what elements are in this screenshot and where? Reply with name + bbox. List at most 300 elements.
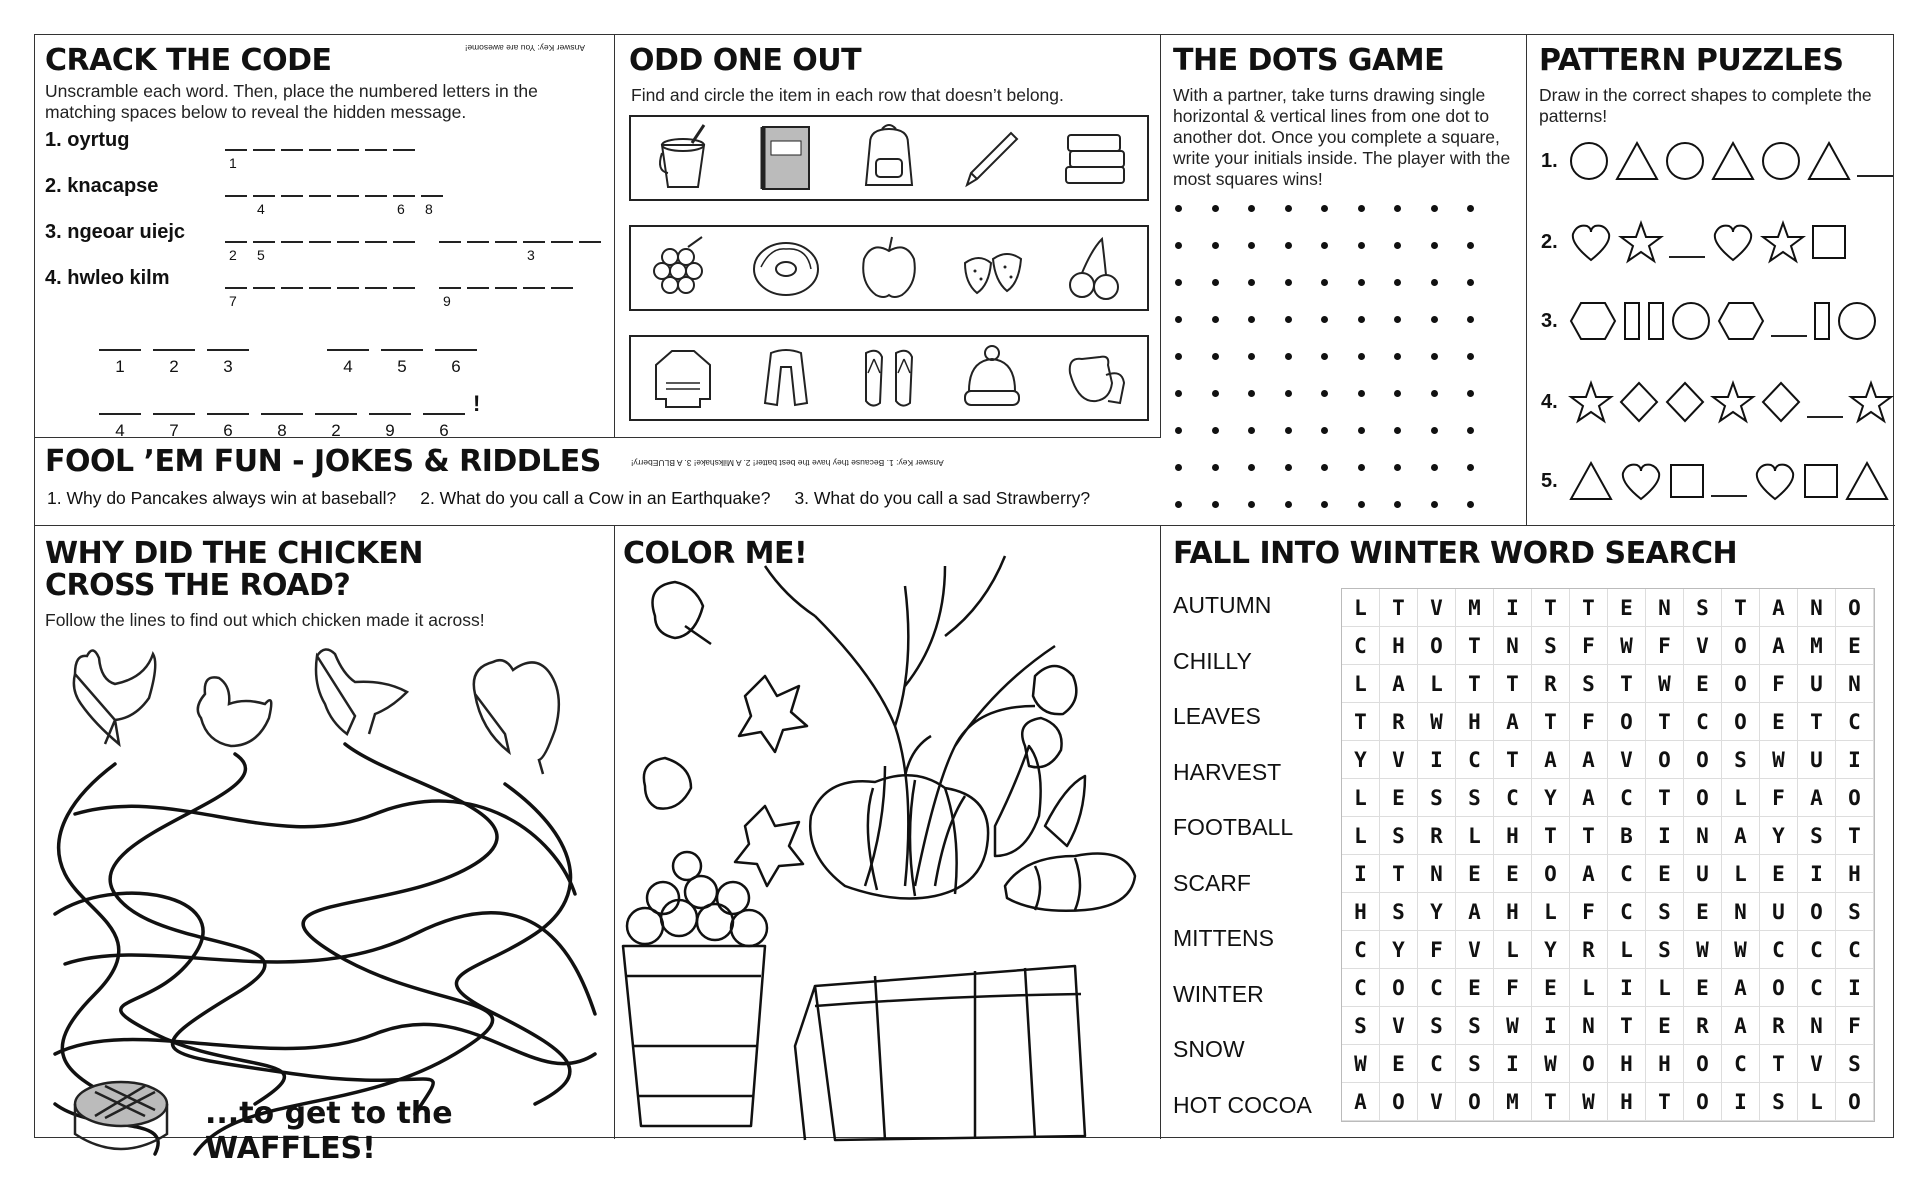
grid-letter[interactable]: I [1836, 741, 1874, 779]
grid-letter[interactable]: C [1342, 627, 1380, 665]
grid-letter[interactable]: I [1798, 855, 1836, 893]
grid-letter[interactable]: O [1684, 1045, 1722, 1083]
letter-blank[interactable] [253, 131, 275, 151]
scarf-icon[interactable] [748, 343, 824, 413]
grid-letter[interactable]: V [1380, 741, 1418, 779]
grid-letter[interactable]: Y [1342, 741, 1380, 779]
grid-letter[interactable]: O [1608, 703, 1646, 741]
letter-blank[interactable] [421, 177, 443, 217]
letter-blank[interactable] [439, 223, 461, 243]
game-dot[interactable] [1431, 501, 1438, 508]
game-dot[interactable] [1358, 205, 1365, 212]
grid-letter[interactable]: I [1646, 817, 1684, 855]
game-dot[interactable] [1358, 464, 1365, 471]
hidden-message-row-1[interactable] [99, 331, 477, 376]
game-dot[interactable] [1212, 427, 1219, 434]
grid-letter[interactable]: E [1380, 1045, 1418, 1083]
game-dot[interactable] [1321, 390, 1328, 397]
odd-row-school[interactable] [629, 115, 1149, 201]
game-dot[interactable] [1175, 279, 1182, 286]
grid-letter[interactable]: O [1570, 1045, 1608, 1083]
grid-letter[interactable]: I [1494, 1045, 1532, 1083]
gloves-icon[interactable] [1057, 343, 1133, 413]
grid-letter[interactable]: W [1646, 665, 1684, 703]
grid-letter[interactable]: O [1418, 627, 1456, 665]
grid-letter[interactable]: R [1380, 703, 1418, 741]
game-dot[interactable] [1175, 353, 1182, 360]
grid-letter[interactable]: S [1684, 589, 1722, 627]
grid-letter[interactable]: L [1532, 893, 1570, 931]
grid-letter[interactable]: O [1836, 1083, 1874, 1121]
coloring-picture[interactable] [615, 526, 1161, 1140]
game-dot[interactable] [1467, 205, 1474, 212]
grid-letter[interactable]: W [1760, 741, 1798, 779]
game-dot[interactable] [1394, 242, 1401, 249]
game-dot[interactable] [1212, 316, 1219, 323]
message-blank[interactable] [99, 331, 141, 376]
grid-letter[interactable]: R [1760, 1007, 1798, 1045]
grid-letter[interactable]: Y [1532, 931, 1570, 969]
grid-letter[interactable]: E [1456, 855, 1494, 893]
letter-blank[interactable] [551, 269, 573, 289]
grid-letter[interactable]: H [1456, 703, 1494, 741]
grid-letter[interactable]: A [1570, 855, 1608, 893]
grid-letter[interactable]: C [1418, 1045, 1456, 1083]
grid-letter[interactable]: E [1760, 703, 1798, 741]
grid-letter[interactable]: O [1380, 969, 1418, 1007]
game-dot[interactable] [1321, 501, 1328, 508]
game-dot[interactable] [1358, 390, 1365, 397]
pattern-answer-blank[interactable] [1807, 386, 1843, 418]
grid-letter[interactable]: E [1494, 855, 1532, 893]
letter-blank[interactable] [309, 269, 331, 289]
letter-blank[interactable] [253, 269, 275, 289]
grid-letter[interactable]: U [1760, 893, 1798, 931]
game-dot[interactable] [1212, 353, 1219, 360]
grid-letter[interactable]: C [1494, 779, 1532, 817]
grid-letter[interactable]: L [1646, 969, 1684, 1007]
grid-letter[interactable]: R [1418, 817, 1456, 855]
grid-letter[interactable]: B [1608, 817, 1646, 855]
grid-letter[interactable]: I [1608, 969, 1646, 1007]
grid-letter[interactable]: T [1380, 589, 1418, 627]
answer-blanks-1[interactable] [225, 131, 415, 171]
game-dot[interactable] [1285, 427, 1292, 434]
game-dot[interactable] [1431, 390, 1438, 397]
grid-letter[interactable]: N [1798, 589, 1836, 627]
letter-blank[interactable] [393, 223, 415, 243]
game-dot[interactable] [1321, 205, 1328, 212]
grid-letter[interactable]: F [1760, 779, 1798, 817]
grid-letter[interactable]: C [1722, 1045, 1760, 1083]
game-dot[interactable] [1212, 242, 1219, 249]
grid-letter[interactable]: V [1798, 1045, 1836, 1083]
letter-blank[interactable] [365, 131, 387, 151]
grid-letter[interactable]: A [1380, 665, 1418, 703]
grid-letter[interactable]: O [1532, 855, 1570, 893]
grid-letter[interactable]: T [1456, 627, 1494, 665]
grid-letter[interactable]: W [1342, 1045, 1380, 1083]
letter-blank[interactable] [365, 269, 387, 289]
game-dot[interactable] [1467, 501, 1474, 508]
message-blank[interactable] [435, 331, 477, 376]
letter-blank[interactable] [337, 131, 359, 151]
grid-letter[interactable]: L [1342, 817, 1380, 855]
grid-letter[interactable]: S [1722, 741, 1760, 779]
grid-letter[interactable]: C [1608, 893, 1646, 931]
grid-letter[interactable]: T [1532, 703, 1570, 741]
grid-letter[interactable]: I [1722, 1083, 1760, 1121]
game-dot[interactable] [1358, 242, 1365, 249]
grid-letter[interactable]: F [1570, 893, 1608, 931]
notebook-icon[interactable] [748, 123, 824, 193]
grid-letter[interactable]: T [1494, 741, 1532, 779]
books-icon[interactable] [1057, 123, 1133, 193]
grid-letter[interactable]: L [1608, 931, 1646, 969]
backpack-icon[interactable] [851, 123, 927, 193]
grid-letter[interactable]: H [1494, 893, 1532, 931]
grid-letter[interactable]: A [1570, 741, 1608, 779]
grid-letter[interactable]: W [1608, 627, 1646, 665]
grid-letter[interactable]: C [1342, 931, 1380, 969]
grid-letter[interactable]: O [1456, 1083, 1494, 1121]
game-dot[interactable] [1285, 464, 1292, 471]
letter-blank[interactable] [365, 177, 387, 197]
letter-blank[interactable] [551, 223, 573, 243]
odd-row-clothing[interactable] [629, 335, 1149, 421]
game-dot[interactable] [1358, 279, 1365, 286]
game-dot[interactable] [1321, 279, 1328, 286]
grid-letter[interactable]: H [1608, 1083, 1646, 1121]
message-blank[interactable] [423, 395, 465, 440]
grapes-icon[interactable] [645, 233, 721, 303]
game-dot[interactable] [1358, 501, 1365, 508]
letter-blank[interactable] [523, 223, 545, 263]
grid-letter[interactable]: S [1456, 779, 1494, 817]
game-dot[interactable] [1394, 353, 1401, 360]
game-dot[interactable] [1431, 205, 1438, 212]
grid-letter[interactable]: S [1760, 1083, 1798, 1121]
sweater-icon[interactable] [645, 343, 721, 413]
game-dot[interactable] [1248, 464, 1255, 471]
grid-letter[interactable]: A [1760, 627, 1798, 665]
grid-letter[interactable]: C [1608, 779, 1646, 817]
grid-letter[interactable]: M [1456, 589, 1494, 627]
grid-letter[interactable]: S [1798, 817, 1836, 855]
pencil-icon[interactable] [954, 123, 1030, 193]
pattern-answer-blank[interactable] [1857, 145, 1893, 177]
apple-icon[interactable] [851, 233, 927, 303]
game-dot[interactable] [1248, 427, 1255, 434]
grid-letter[interactable]: T [1380, 855, 1418, 893]
game-dot[interactable] [1431, 464, 1438, 471]
game-dot[interactable] [1248, 279, 1255, 286]
game-dot[interactable] [1467, 390, 1474, 397]
grid-letter[interactable]: C [1836, 703, 1874, 741]
game-dot[interactable] [1285, 279, 1292, 286]
grid-letter[interactable]: M [1494, 1083, 1532, 1121]
game-dot[interactable] [1394, 501, 1401, 508]
grid-letter[interactable]: N [1570, 1007, 1608, 1045]
grid-letter[interactable]: F [1418, 931, 1456, 969]
grid-letter[interactable]: L [1342, 779, 1380, 817]
game-dot[interactable] [1394, 279, 1401, 286]
strawberries-icon[interactable] [954, 233, 1030, 303]
letter-blank[interactable] [309, 177, 331, 197]
grid-letter[interactable]: W [1684, 931, 1722, 969]
odd-row-food[interactable] [629, 225, 1149, 311]
flip-flops-icon[interactable] [851, 343, 927, 413]
grid-letter[interactable]: O [1646, 741, 1684, 779]
grid-letter[interactable]: E [1646, 855, 1684, 893]
game-dot[interactable] [1431, 353, 1438, 360]
letter-blank[interactable] [309, 131, 331, 151]
grid-letter[interactable]: H [1836, 855, 1874, 893]
grid-letter[interactable]: E [1684, 893, 1722, 931]
game-dot[interactable] [1321, 316, 1328, 323]
grid-letter[interactable]: H [1646, 1045, 1684, 1083]
grid-letter[interactable]: R [1570, 931, 1608, 969]
grid-letter[interactable]: T [1570, 817, 1608, 855]
grid-letter[interactable]: A [1342, 1083, 1380, 1121]
grid-letter[interactable]: E [1760, 855, 1798, 893]
message-blank[interactable] [381, 331, 423, 376]
wordsearch-grid[interactable] [1341, 588, 1875, 1122]
sand-bucket-icon[interactable] [645, 123, 721, 193]
pattern-answer-blank[interactable] [1669, 226, 1705, 258]
grid-letter[interactable]: S [1456, 1045, 1494, 1083]
letter-blank[interactable] [393, 269, 415, 289]
grid-letter[interactable]: T [1532, 589, 1570, 627]
game-dot[interactable] [1358, 427, 1365, 434]
game-dot[interactable] [1394, 427, 1401, 434]
letter-blank[interactable] [439, 269, 461, 309]
grid-letter[interactable]: O [1722, 703, 1760, 741]
grid-letter[interactable]: O [1798, 893, 1836, 931]
game-dot[interactable] [1248, 242, 1255, 249]
game-dot[interactable] [1431, 242, 1438, 249]
grid-letter[interactable]: A [1722, 969, 1760, 1007]
grid-letter[interactable]: V [1418, 1083, 1456, 1121]
letter-blank[interactable] [523, 269, 545, 289]
grid-letter[interactable]: V [1418, 589, 1456, 627]
grid-letter[interactable]: U [1798, 665, 1836, 703]
grid-letter[interactable]: A [1722, 1007, 1760, 1045]
game-dot[interactable] [1175, 464, 1182, 471]
game-dot[interactable] [1212, 464, 1219, 471]
grid-letter[interactable]: C [1684, 703, 1722, 741]
grid-letter[interactable]: S [1646, 931, 1684, 969]
game-dot[interactable] [1212, 205, 1219, 212]
grid-letter[interactable]: O [1836, 589, 1874, 627]
grid-letter[interactable]: L [1342, 589, 1380, 627]
grid-letter[interactable]: O [1684, 1083, 1722, 1121]
game-dot[interactable] [1175, 390, 1182, 397]
letter-blank[interactable] [253, 223, 275, 263]
grid-letter[interactable]: T [1608, 1007, 1646, 1045]
grid-letter[interactable]: A [1456, 893, 1494, 931]
game-dot[interactable] [1431, 427, 1438, 434]
grid-letter[interactable]: F [1646, 627, 1684, 665]
grid-letter[interactable]: N [1646, 589, 1684, 627]
grid-letter[interactable]: N [1684, 817, 1722, 855]
letter-blank[interactable] [253, 177, 275, 217]
letter-blank[interactable] [337, 177, 359, 197]
grid-letter[interactable]: W [1570, 1083, 1608, 1121]
grid-letter[interactable]: C [1342, 969, 1380, 1007]
grid-letter[interactable]: E [1684, 969, 1722, 1007]
game-dot[interactable] [1321, 242, 1328, 249]
grid-letter[interactable]: O [1760, 969, 1798, 1007]
grid-letter[interactable]: T [1646, 1083, 1684, 1121]
game-dot[interactable] [1394, 390, 1401, 397]
grid-letter[interactable]: W [1494, 1007, 1532, 1045]
grid-letter[interactable]: T [1646, 703, 1684, 741]
grid-letter[interactable]: T [1646, 779, 1684, 817]
game-dot[interactable] [1394, 316, 1401, 323]
grid-letter[interactable]: C [1608, 855, 1646, 893]
grid-letter[interactable]: R [1532, 665, 1570, 703]
grid-letter[interactable]: C [1456, 741, 1494, 779]
grid-letter[interactable]: L [1456, 817, 1494, 855]
letter-blank[interactable] [495, 269, 517, 289]
grid-letter[interactable]: Y [1418, 893, 1456, 931]
grid-letter[interactable]: S [1646, 893, 1684, 931]
grid-letter[interactable]: S [1456, 1007, 1494, 1045]
grid-letter[interactable]: C [1418, 969, 1456, 1007]
grid-letter[interactable]: F [1836, 1007, 1874, 1045]
letter-blank[interactable] [467, 223, 489, 243]
answer-blanks-3[interactable] [225, 223, 601, 263]
game-dot[interactable] [1175, 427, 1182, 434]
grid-letter[interactable]: H [1380, 627, 1418, 665]
letter-blank[interactable] [225, 223, 247, 263]
grid-letter[interactable]: L [1722, 779, 1760, 817]
grid-letter[interactable]: C [1798, 969, 1836, 1007]
grid-letter[interactable]: A [1494, 703, 1532, 741]
game-dot[interactable] [1285, 242, 1292, 249]
letter-blank[interactable] [225, 269, 247, 309]
grid-letter[interactable]: W [1418, 703, 1456, 741]
winter-hat-icon[interactable] [954, 343, 1030, 413]
game-dot[interactable] [1285, 390, 1292, 397]
grid-letter[interactable]: S [1570, 665, 1608, 703]
message-blank[interactable] [327, 331, 369, 376]
game-dot[interactable] [1175, 316, 1182, 323]
cherries-icon[interactable] [1057, 233, 1133, 303]
game-dot[interactable] [1321, 427, 1328, 434]
letter-blank[interactable] [337, 223, 359, 243]
game-dot[interactable] [1285, 316, 1292, 323]
grid-letter[interactable]: N [1836, 665, 1874, 703]
game-dot[interactable] [1248, 316, 1255, 323]
game-dot[interactable] [1248, 205, 1255, 212]
letter-blank[interactable] [281, 269, 303, 289]
game-dot[interactable] [1358, 353, 1365, 360]
grid-letter[interactable]: N [1722, 893, 1760, 931]
grid-letter[interactable]: C [1798, 931, 1836, 969]
grid-letter[interactable]: S [1836, 1045, 1874, 1083]
grid-letter[interactable]: I [1836, 969, 1874, 1007]
grid-letter[interactable]: T [1532, 817, 1570, 855]
grid-letter[interactable]: V [1456, 931, 1494, 969]
grid-letter[interactable]: H [1608, 1045, 1646, 1083]
grid-letter[interactable]: Y [1760, 817, 1798, 855]
grid-letter[interactable]: L [1798, 1083, 1836, 1121]
message-blank[interactable] [99, 395, 141, 440]
donut-icon[interactable] [748, 233, 824, 303]
letter-blank[interactable] [281, 177, 303, 197]
grid-letter[interactable]: I [1342, 855, 1380, 893]
game-dot[interactable] [1467, 316, 1474, 323]
grid-letter[interactable]: H [1494, 817, 1532, 855]
grid-letter[interactable]: M [1798, 627, 1836, 665]
grid-letter[interactable]: S [1380, 893, 1418, 931]
game-dot[interactable] [1285, 205, 1292, 212]
message-blank[interactable] [153, 331, 195, 376]
game-dot[interactable] [1467, 427, 1474, 434]
message-blank[interactable] [369, 395, 411, 440]
grid-letter[interactable]: S [1418, 779, 1456, 817]
grid-letter[interactable]: O [1380, 1083, 1418, 1121]
grid-letter[interactable]: E [1532, 969, 1570, 1007]
grid-letter[interactable]: F [1570, 703, 1608, 741]
grid-letter[interactable]: S [1342, 1007, 1380, 1045]
grid-letter[interactable]: O [1684, 741, 1722, 779]
grid-letter[interactable]: E [1380, 779, 1418, 817]
message-blank[interactable] [207, 395, 249, 440]
game-dot[interactable] [1212, 501, 1219, 508]
letter-blank[interactable] [365, 223, 387, 243]
grid-letter[interactable]: N [1418, 855, 1456, 893]
game-dot[interactable] [1467, 353, 1474, 360]
grid-letter[interactable]: F [1570, 627, 1608, 665]
grid-letter[interactable]: O [1684, 779, 1722, 817]
letter-blank[interactable] [281, 131, 303, 151]
grid-letter[interactable]: F [1760, 665, 1798, 703]
grid-letter[interactable]: T [1532, 1083, 1570, 1121]
grid-letter[interactable]: L [1494, 931, 1532, 969]
grid-letter[interactable]: T [1836, 817, 1874, 855]
grid-letter[interactable]: L [1570, 969, 1608, 1007]
grid-letter[interactable]: V [1380, 1007, 1418, 1045]
grid-letter[interactable]: C [1836, 931, 1874, 969]
grid-letter[interactable]: W [1722, 931, 1760, 969]
grid-letter[interactable]: O [1722, 665, 1760, 703]
answer-blanks-2[interactable] [225, 177, 443, 217]
letter-blank[interactable] [337, 269, 359, 289]
letter-blank[interactable] [579, 223, 601, 243]
letter-blank[interactable] [225, 131, 247, 171]
grid-letter[interactable]: C [1760, 931, 1798, 969]
grid-letter[interactable]: T [1722, 589, 1760, 627]
game-dot[interactable] [1431, 279, 1438, 286]
game-dot[interactable] [1248, 501, 1255, 508]
game-dot[interactable] [1321, 353, 1328, 360]
grid-letter[interactable]: T [1456, 665, 1494, 703]
grid-letter[interactable]: E [1608, 589, 1646, 627]
grid-letter[interactable]: E [1646, 1007, 1684, 1045]
letter-blank[interactable] [495, 223, 517, 243]
grid-letter[interactable]: U [1684, 855, 1722, 893]
letter-blank[interactable] [393, 131, 415, 151]
message-blank[interactable] [261, 395, 303, 440]
game-dot[interactable] [1175, 205, 1182, 212]
grid-letter[interactable]: N [1494, 627, 1532, 665]
grid-letter[interactable]: T [1570, 589, 1608, 627]
grid-letter[interactable]: O [1722, 627, 1760, 665]
letter-blank[interactable] [225, 177, 247, 197]
